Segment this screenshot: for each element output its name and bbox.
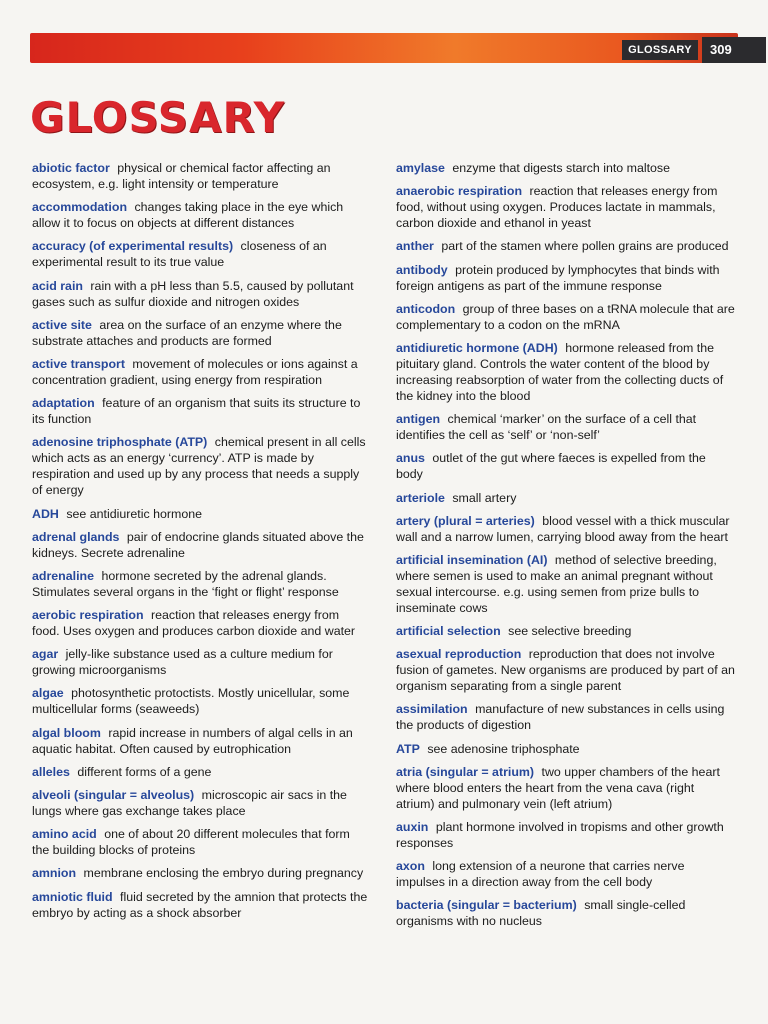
glossary-term: aerobic respiration xyxy=(32,608,144,623)
glossary-entry xyxy=(32,787,370,819)
glossary-entry xyxy=(396,301,736,333)
glossary-entry xyxy=(32,889,370,921)
glossary-entry xyxy=(32,764,370,780)
glossary-right-column xyxy=(396,160,736,937)
glossary-term: anus xyxy=(396,451,425,466)
glossary-term: ADH xyxy=(32,506,59,521)
glossary-definition: jelly-like substance used as a culture medium for growing microorganisms xyxy=(32,647,333,678)
glossary-entry xyxy=(396,819,736,851)
glossary-definition: small single-celled organisms with no nucleus xyxy=(396,898,686,929)
glossary-term: asexual reproduction xyxy=(396,647,522,662)
glossary-definition: reproduction that does not involve fusion of gametes. New organisms are produced by part of an organism separating from a single parent xyxy=(396,647,735,694)
glossary-definition: blood vessel with a thick muscular wall and a narrow lumen, carrying blood away from the heart xyxy=(396,513,730,544)
glossary-term: assimilation xyxy=(396,702,468,717)
glossary-term: atria (singular = atrium) xyxy=(396,764,535,779)
glossary-entry xyxy=(32,160,370,192)
glossary-entry xyxy=(32,646,370,678)
glossary-definition: see antidiuretic hormone xyxy=(66,506,202,521)
glossary-term: agar xyxy=(32,647,59,662)
glossary-entry xyxy=(32,395,370,427)
glossary-term: adrenaline xyxy=(32,568,94,583)
glossary-term: amniotic fluid xyxy=(32,889,113,904)
glossary-term: ATP xyxy=(396,741,420,756)
glossary-term: adenosine triphosphate (ATP) xyxy=(32,435,208,450)
glossary-definition: chemical ‘marker’ on the surface of a cell that identifies the cell as ‘self’ or ‘non-self’ xyxy=(396,412,697,443)
glossary-entry xyxy=(32,278,370,310)
glossary-definition: see selective breeding xyxy=(508,624,632,639)
glossary-entry xyxy=(32,356,370,388)
glossary-entry xyxy=(396,450,736,482)
glossary-entry xyxy=(32,199,370,231)
glossary-term: arteriole xyxy=(396,490,445,505)
glossary-term: artificial insemination (AI) xyxy=(396,552,548,567)
glossary-term: amino acid xyxy=(32,827,97,842)
glossary-entry xyxy=(396,764,736,812)
glossary-definition: two upper chambers of the heart where blood enters the heart from the vena cava (right atrium) and pulmonary vein (left atrium) xyxy=(396,764,720,811)
glossary-term: antibody xyxy=(396,262,448,277)
page-title: GLOSSARY xyxy=(30,93,286,142)
glossary-entry xyxy=(32,238,370,270)
glossary-entry xyxy=(396,262,736,294)
glossary-definition: hormone secreted by the adrenal glands. Stimulates several organs in the ‘fight or flight’ response xyxy=(32,568,339,599)
glossary-entry xyxy=(396,897,736,929)
glossary-entry xyxy=(396,646,736,694)
page-number: 309 xyxy=(702,37,766,63)
glossary-entry xyxy=(396,741,736,757)
glossary-definition: pair of endocrine glands situated above the kidneys. Secrete adrenaline xyxy=(32,529,364,560)
running-header-section: GLOSSARY xyxy=(622,40,698,60)
glossary-definition: feature of an organism that suits its structure to its function xyxy=(32,396,361,427)
glossary-term: antidiuretic hormone (ADH) xyxy=(396,340,558,355)
glossary-term: axon xyxy=(396,859,425,874)
glossary-term: auxin xyxy=(396,820,429,834)
glossary-entry xyxy=(32,434,370,498)
glossary-term: algal bloom xyxy=(32,725,101,740)
glossary-definition: microscopic air sacs in the lungs where gas exchange takes place xyxy=(32,788,347,818)
glossary-term: amnion xyxy=(32,866,77,881)
glossary-term: bacteria (singular = bacterium) xyxy=(396,898,577,913)
glossary-definition: reaction that releases energy from food, without using oxygen. Produces lactate in mammals, carbon dioxide and ethanol in yeast xyxy=(396,184,718,231)
glossary-definition: fluid secreted by the amnion that protects the embryo by acting as a shock absorber xyxy=(32,889,368,920)
glossary-entry xyxy=(32,529,370,561)
glossary-term: anaerobic respiration xyxy=(396,184,523,199)
glossary-definition: area on the surface of an enzyme where the substrate attaches and products are formed xyxy=(32,317,342,348)
glossary-left-column xyxy=(32,160,370,928)
glossary-definition: one of about 20 different molecules that form the building blocks of proteins xyxy=(32,827,350,858)
glossary-term: abiotic factor xyxy=(32,161,110,175)
glossary-term: accommodation xyxy=(32,200,128,215)
glossary-definition: rain with a pH less than 5.5, caused by pollutant gases such as sulfur dioxide and nitrogen oxides xyxy=(32,278,354,309)
glossary-entry xyxy=(396,160,736,176)
glossary-entry xyxy=(32,865,370,881)
glossary-entry xyxy=(32,607,370,639)
glossary-term: artificial selection xyxy=(396,624,501,639)
glossary-term: active site xyxy=(32,317,92,332)
glossary-definition: membrane enclosing the embryo during pregnancy xyxy=(83,866,364,881)
glossary-definition: closeness of an experimental result to its true value xyxy=(32,239,327,270)
glossary-term: anther xyxy=(396,239,434,254)
glossary-definition: see adenosine triphosphate xyxy=(427,741,580,756)
glossary-definition: rapid increase in numbers of algal cells in an aquatic habitat. Often caused by eutrophication xyxy=(32,725,353,756)
glossary-definition: movement of molecules or ions against a concentration gradient, using energy from respiration xyxy=(32,356,358,387)
glossary-definition: different forms of a gene xyxy=(77,764,212,779)
glossary-term: anticodon xyxy=(396,301,456,316)
glossary-entry xyxy=(32,685,370,717)
glossary-entry xyxy=(396,623,736,639)
glossary-term: alveoli (singular = alveolus) xyxy=(32,788,195,802)
glossary-term: adaptation xyxy=(32,396,95,411)
glossary-definition: method of selective breeding, where semen is used to make an animal pregnant without sexual intercourse. e.g. using semen from prize bulls to inseminate cows xyxy=(396,552,717,615)
glossary-definition: part of the stamen where pollen grains are produced xyxy=(441,239,729,254)
glossary-definition: plant hormone involved in tropisms and other growth responses xyxy=(396,820,724,850)
glossary-term: algae xyxy=(32,686,64,701)
glossary-term: active transport xyxy=(32,356,125,371)
glossary-definition: changes taking place in the eye which allow it to focus on objects at different distances xyxy=(32,200,344,231)
glossary-term: alleles xyxy=(32,764,70,779)
glossary-definition: chemical present in all cells which acts as an energy ‘currency’. ATP is made by respiration and used up by any process that needs a supply of energy xyxy=(32,435,366,498)
glossary-entry xyxy=(32,568,370,600)
glossary-term: antigen xyxy=(396,412,441,427)
glossary-entry xyxy=(32,725,370,757)
glossary-entry xyxy=(396,513,736,545)
glossary-entry xyxy=(396,340,736,404)
glossary-definition: photosynthetic protoctists. Mostly unicellular, some multicellular forms (seaweeds) xyxy=(32,686,350,717)
glossary-definition: reaction that releases energy from food. Uses oxygen and produces carbon dioxide and water xyxy=(32,608,356,639)
glossary-entry xyxy=(32,826,370,858)
glossary-entry xyxy=(396,411,736,443)
glossary-term: adrenal glands xyxy=(32,529,120,544)
glossary-definition: long extension of a neurone that carries nerve impulses in a direction away from the cell body xyxy=(396,859,685,890)
glossary-definition: hormone released from the pituitary gland. Controls the water content of the blood by increasing reabsorption of water from the collecting ducts of the kidney into the blood xyxy=(396,340,724,403)
glossary-term: accuracy (of experimental results) xyxy=(32,239,234,254)
glossary-definition: small artery xyxy=(452,490,517,505)
glossary-entry xyxy=(396,552,736,616)
glossary-term: amylase xyxy=(396,161,445,175)
glossary-entry xyxy=(32,506,370,522)
glossary-entry xyxy=(32,317,370,349)
glossary-definition: physical or chemical factor affecting an ecosystem, e.g. light intensity or temperature xyxy=(32,161,331,191)
glossary-definition: outlet of the gut where faeces is expelled from the body xyxy=(396,451,706,482)
glossary-term: acid rain xyxy=(32,278,83,293)
glossary-entry xyxy=(396,183,736,231)
glossary-term: artery (plural = arteries) xyxy=(396,513,535,528)
glossary-definition: enzyme that digests starch into maltose xyxy=(452,161,671,175)
glossary-definition: group of three bases on a tRNA molecule that are complementary to a codon on the mRNA xyxy=(396,301,735,332)
glossary-definition: manufacture of new substances in cells using the products of digestion xyxy=(396,702,725,733)
glossary-definition: protein produced by lymphocytes that binds with foreign antigens as part of the immune response xyxy=(396,262,720,293)
glossary-entry xyxy=(396,858,736,890)
glossary-entry xyxy=(396,701,736,733)
glossary-entry xyxy=(396,490,736,506)
glossary-entry xyxy=(396,238,736,254)
